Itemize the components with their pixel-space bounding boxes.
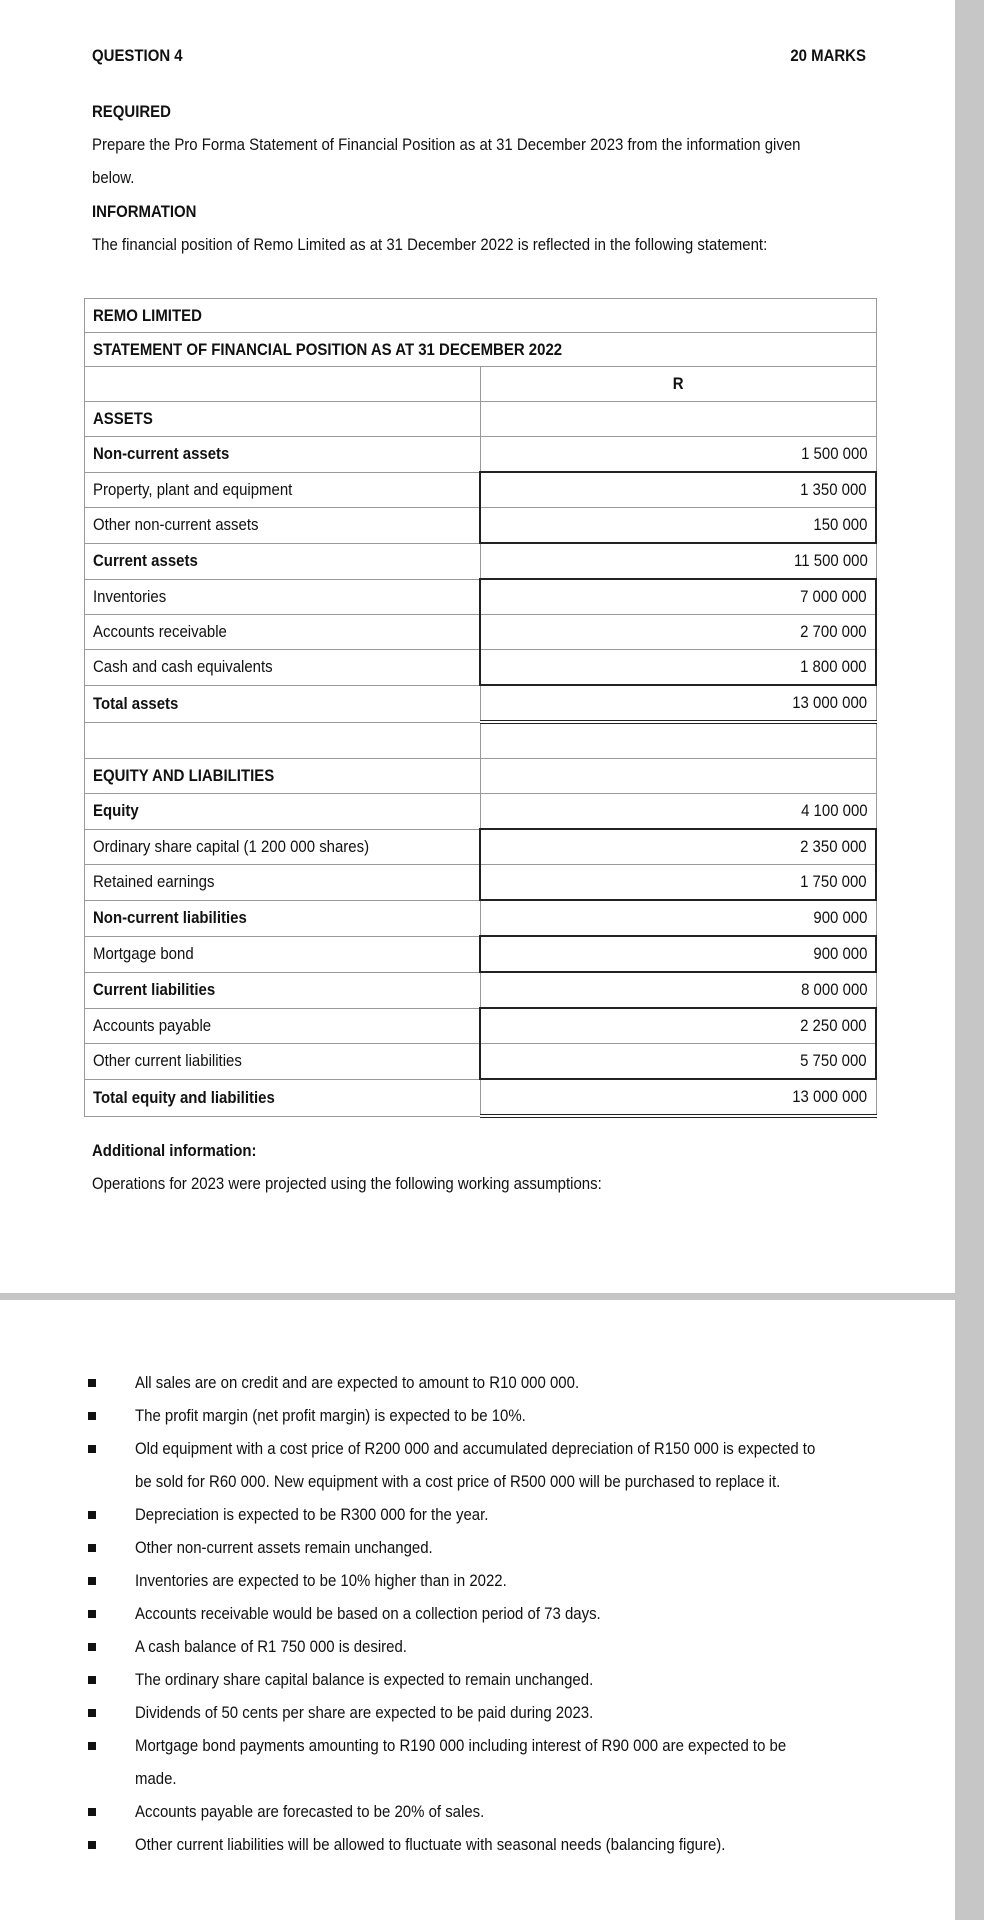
required-text-line2: below. bbox=[92, 168, 135, 187]
list-item bbox=[80, 1795, 880, 1828]
additional-info-heading: Additional information: bbox=[92, 1141, 257, 1160]
row-amount-cell bbox=[480, 1044, 876, 1080]
list-item-text: be sold for R60 000. New equipment with a cost price of R500 000 will be purchased to replace it. bbox=[135, 1472, 781, 1491]
currency-header-cell bbox=[480, 367, 876, 402]
row-amount: 1 750 000 bbox=[800, 872, 867, 891]
list-item-text: Other current liabilities will be allowed to fluctuate with seasonal needs (balancing figure). bbox=[135, 1835, 726, 1854]
currency-header: R bbox=[672, 374, 684, 393]
currency-header-blank bbox=[85, 367, 481, 402]
question-heading: QUESTION 4 bbox=[92, 46, 183, 65]
row-label-cell bbox=[85, 437, 481, 473]
list-item-text: made. bbox=[135, 1769, 177, 1788]
list-item bbox=[80, 1729, 880, 1762]
list-item bbox=[80, 1828, 880, 1861]
list-item-text: Dividends of 50 cents per share are expected to be paid during 2023. bbox=[135, 1703, 594, 1722]
list-item bbox=[80, 1663, 880, 1696]
row-amount: 5 750 000 bbox=[800, 1051, 867, 1070]
required-text-line1: Prepare the Pro Forma Statement of Financial Position as at 31 December 2023 from the information given bbox=[92, 135, 801, 154]
statement-row bbox=[85, 1008, 877, 1044]
statement-row bbox=[85, 900, 877, 936]
row-label-cell bbox=[85, 829, 481, 865]
row-label-cell bbox=[85, 685, 481, 722]
row-amount-cell bbox=[480, 650, 876, 686]
row-label-cell bbox=[85, 722, 481, 759]
row-amount-cell bbox=[480, 1079, 876, 1116]
row-label: Inventories bbox=[93, 586, 167, 606]
row-amount-cell bbox=[480, 794, 876, 830]
list-item-text: Inventories are expected to be 10% higher than in 2022. bbox=[135, 1571, 507, 1590]
bullet-square-icon bbox=[88, 1379, 96, 1387]
row-amount: 4 100 000 bbox=[800, 801, 868, 820]
list-item bbox=[80, 1531, 880, 1564]
list-item-text: Depreciation is expected to be R300 000 for the year. bbox=[135, 1505, 489, 1524]
list-item bbox=[80, 1399, 880, 1432]
row-label: Retained earnings bbox=[93, 872, 215, 892]
row-amount-cell bbox=[480, 936, 876, 972]
row-amount: 900 000 bbox=[813, 908, 868, 927]
information-heading: INFORMATION bbox=[92, 202, 197, 221]
marks-label: 20 MARKS bbox=[790, 46, 866, 65]
row-amount-cell bbox=[480, 722, 876, 759]
row-amount-cell bbox=[480, 437, 876, 473]
row-label: Cash and cash equivalents bbox=[93, 657, 273, 677]
row-label-cell bbox=[85, 794, 481, 830]
list-item bbox=[80, 1432, 880, 1465]
list-item-text: Accounts payable are forecasted to be 20% of sales. bbox=[135, 1802, 485, 1821]
bullet-square-icon bbox=[88, 1511, 96, 1519]
row-label: Mortgage bond bbox=[93, 944, 194, 963]
statement-row bbox=[85, 759, 877, 794]
row-amount: 7 000 000 bbox=[800, 587, 867, 606]
row-label: Ordinary share capital (1 200 000 shares) bbox=[93, 836, 370, 856]
row-amount: 2 350 000 bbox=[800, 837, 867, 856]
statement-row bbox=[85, 402, 877, 437]
row-amount-cell bbox=[480, 972, 876, 1008]
row-label: Other current liabilities bbox=[93, 1051, 242, 1071]
list-item-text: Accounts receivable would be based on a collection period of 73 days. bbox=[135, 1604, 601, 1623]
bullet-square-icon bbox=[88, 1742, 96, 1750]
row-amount-cell bbox=[480, 865, 876, 901]
row-label-cell bbox=[85, 900, 481, 936]
row-label-cell bbox=[85, 402, 481, 437]
statement-row bbox=[85, 1044, 877, 1080]
row-label: Accounts payable bbox=[93, 1015, 212, 1035]
statement-row bbox=[85, 1079, 877, 1116]
bullet-square-icon bbox=[88, 1643, 96, 1651]
statement-row bbox=[85, 650, 877, 686]
row-amount: 2 250 000 bbox=[800, 1016, 867, 1035]
row-label: Other non-current assets bbox=[93, 515, 259, 535]
row-amount: 11 500 000 bbox=[793, 551, 868, 570]
statement-title-cell bbox=[85, 333, 877, 367]
bullet-square-icon bbox=[88, 1577, 96, 1585]
row-label: Non-current liabilities bbox=[93, 908, 247, 927]
list-item bbox=[80, 1762, 880, 1795]
row-amount-cell bbox=[480, 579, 876, 615]
row-amount-cell bbox=[480, 472, 876, 508]
row-label-cell bbox=[85, 1079, 481, 1116]
row-amount: 150 000 bbox=[812, 515, 867, 534]
row-label-cell bbox=[85, 508, 481, 544]
row-label: Total equity and liabilities bbox=[93, 1087, 275, 1107]
row-label: Non-current assets bbox=[93, 444, 230, 464]
row-label-cell bbox=[85, 1008, 481, 1044]
additional-info-intro: Operations for 2023 were projected using the following working assumptions: bbox=[92, 1174, 602, 1193]
list-item-text: Old equipment with a cost price of R200 000 and accumulated depreciation of R150 000 is expected to bbox=[135, 1439, 816, 1458]
statement-title: STATEMENT OF FINANCIAL POSITION AS AT 31 DECEMBER 2022 bbox=[93, 339, 563, 359]
company-name: REMO LIMITED bbox=[93, 305, 202, 325]
bullet-square-icon bbox=[88, 1709, 96, 1717]
statement-row bbox=[85, 472, 877, 508]
row-amount-cell bbox=[480, 543, 876, 579]
list-item bbox=[80, 1696, 880, 1729]
list-item-text: Mortgage bond payments amounting to R190 000 including interest of R90 000 are expected to be bbox=[135, 1736, 787, 1755]
statement-row bbox=[85, 972, 877, 1008]
row-amount-cell bbox=[480, 402, 876, 437]
row-amount-cell bbox=[480, 1008, 876, 1044]
bullet-square-icon bbox=[88, 1412, 96, 1420]
row-amount: 1 350 000 bbox=[800, 480, 867, 499]
assumptions-list bbox=[80, 1366, 880, 1861]
row-label-cell bbox=[85, 1044, 481, 1080]
row-amount: 13 000 000 bbox=[792, 1087, 868, 1106]
statement-row bbox=[85, 722, 877, 759]
row-label-cell bbox=[85, 865, 481, 901]
company-name-cell bbox=[85, 299, 877, 333]
statement-row bbox=[85, 615, 877, 650]
statement-row bbox=[85, 865, 877, 901]
row-label-cell bbox=[85, 615, 481, 650]
list-item bbox=[80, 1564, 880, 1597]
row-label: ASSETS bbox=[93, 409, 153, 428]
row-amount-cell bbox=[480, 615, 876, 650]
row-label-cell bbox=[85, 472, 481, 508]
statement-row bbox=[85, 579, 877, 615]
statement-row bbox=[85, 685, 877, 722]
row-label-cell bbox=[85, 650, 481, 686]
list-item bbox=[80, 1597, 880, 1630]
bullet-square-icon bbox=[88, 1841, 96, 1849]
financial-position-statement bbox=[84, 298, 877, 1118]
statement-row bbox=[85, 508, 877, 544]
bullet-square-icon bbox=[88, 1445, 96, 1453]
list-item-text: All sales are on credit and are expected to amount to R10 000 000. bbox=[135, 1373, 580, 1392]
row-label-cell bbox=[85, 579, 481, 615]
row-amount-cell bbox=[480, 685, 876, 722]
row-label: Equity bbox=[93, 801, 139, 821]
list-item-text: A cash balance of R1 750 000 is desired. bbox=[135, 1637, 407, 1656]
bullet-square-icon bbox=[88, 1610, 96, 1618]
bullet-square-icon bbox=[88, 1676, 96, 1684]
row-label: Accounts receivable bbox=[93, 622, 227, 641]
statement-rows bbox=[85, 402, 877, 1117]
list-item-text: The ordinary share capital balance is expected to remain unchanged. bbox=[135, 1670, 594, 1689]
statement-row bbox=[85, 437, 877, 473]
row-amount: 2 700 000 bbox=[800, 622, 867, 641]
row-amount: 900 000 bbox=[812, 944, 867, 963]
statement-row bbox=[85, 829, 877, 865]
list-item bbox=[80, 1366, 880, 1399]
required-heading: REQUIRED bbox=[92, 102, 171, 121]
row-label: Total assets bbox=[93, 693, 179, 713]
bullet-square-icon bbox=[88, 1544, 96, 1552]
row-amount: 1 800 000 bbox=[800, 657, 867, 676]
row-amount: 13 000 000 bbox=[792, 693, 868, 712]
row-amount: 1 500 000 bbox=[800, 444, 868, 463]
list-item bbox=[80, 1630, 880, 1663]
row-amount-cell bbox=[480, 508, 876, 544]
row-label: Current liabilities bbox=[93, 980, 216, 999]
row-label-cell bbox=[85, 759, 481, 794]
row-amount-cell bbox=[480, 829, 876, 865]
row-label-cell bbox=[85, 936, 481, 972]
information-text: The financial position of Remo Limited as at 31 December 2022 is reflected in the following statement: bbox=[92, 235, 768, 254]
bullet-square-icon bbox=[88, 1808, 96, 1816]
row-label-cell bbox=[85, 972, 481, 1008]
row-label-cell bbox=[85, 543, 481, 579]
list-item-text: Other non-current assets remain unchanged. bbox=[135, 1538, 433, 1557]
statement-row bbox=[85, 936, 877, 972]
statement-row bbox=[85, 543, 877, 579]
row-amount: 8 000 000 bbox=[800, 980, 868, 999]
list-item bbox=[80, 1498, 880, 1531]
list-item bbox=[80, 1465, 880, 1498]
row-amount-cell bbox=[480, 900, 876, 936]
row-label: EQUITY AND LIABILITIES bbox=[93, 766, 275, 785]
list-item-text: The profit margin (net profit margin) is expected to be 10%. bbox=[135, 1406, 526, 1425]
statement-row bbox=[85, 794, 877, 830]
row-label: Current assets bbox=[93, 551, 198, 570]
row-label: Property, plant and equipment bbox=[93, 479, 293, 499]
row-amount-cell bbox=[480, 759, 876, 794]
